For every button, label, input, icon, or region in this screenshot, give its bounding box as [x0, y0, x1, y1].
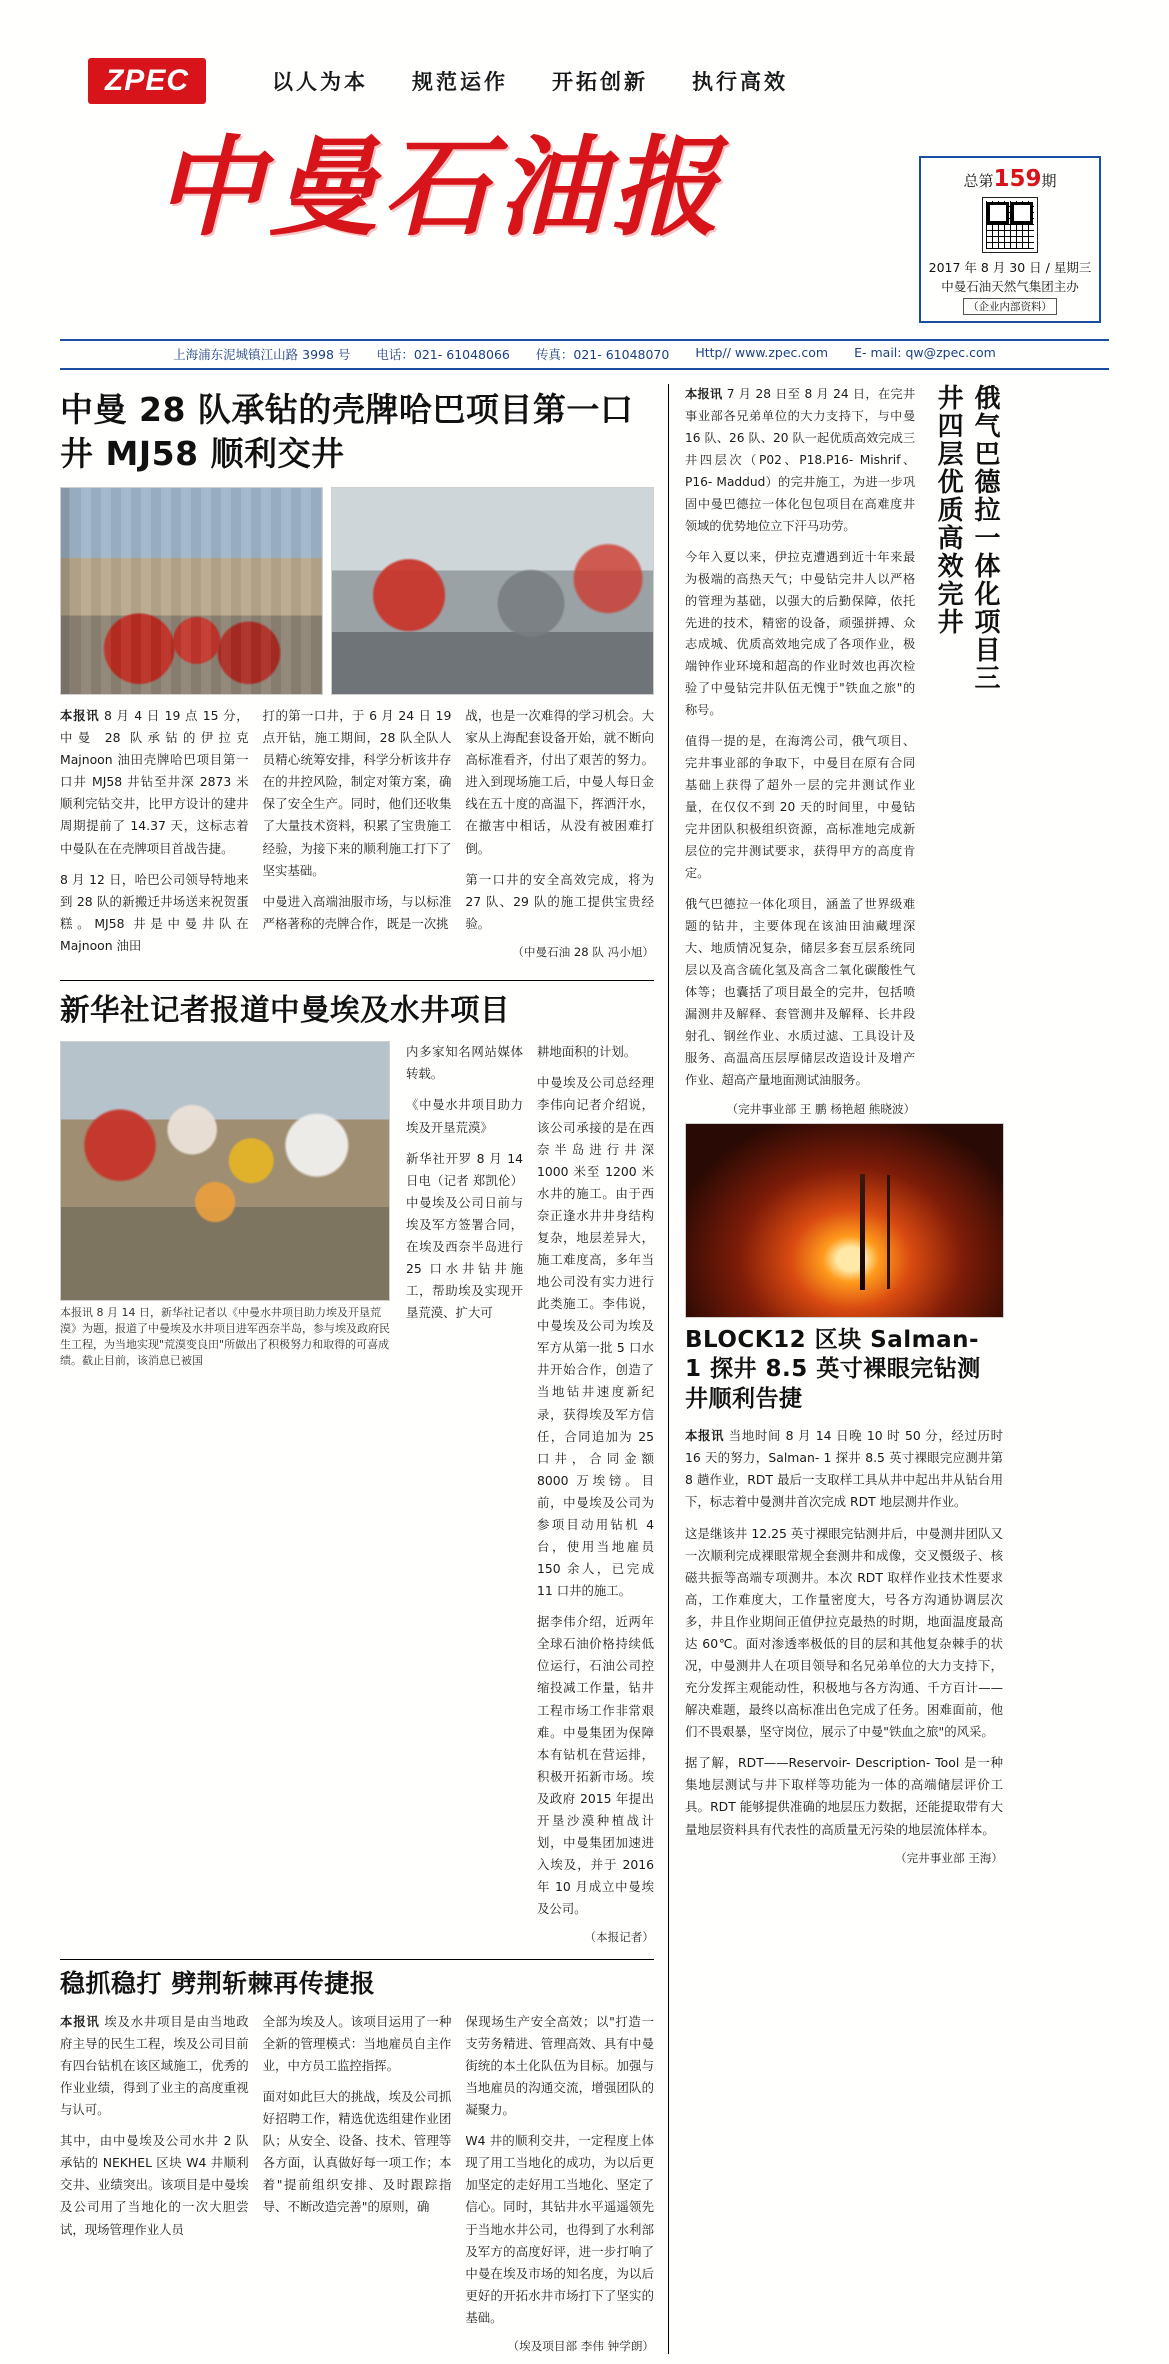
paragraph: 这是继该井 12.25 英寸裸眼完钻测井后，中曼测井团队又一次顺利完成裸眼常规全套测井和成像，交叉慑级子、核磁共振等高端专项测井。本次 RDT 取样作业技术性要求高，工作难度大，工作量密度大，号各方沟通协调层次多，井且作业期间正值伊拉克最热的时期，地面温度最高达 60℃。面对渗透率极低的目的层和其他复杂棘手的状况，中曼测井人在项目领导和名兄弟单位的大力支持下，充分发挥主观能动性，积极地与各方沟通、千方百计——解决难题，最终以高标准出色完成了任务。困难面前，他们不畏艰暴，坚守岗位，展示了中曼"铁血之旅"的风采。: [685, 1525, 1003, 1740]
article-mj58-body: [60, 705, 654, 966]
contact-address: 上海浦东泥城镇江山路 3998 号: [173, 347, 351, 362]
paragraph: 全部为埃及人。该项目运用了一种全新的管理模式：当地雇员自主作业，中方员工监控指挥。: [262, 2013, 452, 2073]
paragraph: W4 井的顺利交井，一定程度上体现了用工当地化的成功，为以后更加坚定的走好用工当地化、坚定了信心。同时，其钻井水平遥遥领先于当地水井公司，也得到了水利部及军方的高度好评，进一步打响了中曼在埃及市场的知名度，为以后更好的开拓水井市场打下了坚实的基础。: [465, 2133, 655, 2325]
article-steady-body: [60, 2011, 654, 2354]
article-egypt-water-well: [60, 991, 654, 1945]
photo-gas-flare: [685, 1123, 1004, 1318]
paragraph: 本报讯 当地时间 8 月 14 日晚 10 时 50 分，经过历时 16 天的努力，Salman- 1 探井 8.5 英寸裸眼完应测井第 8 趟作业，RDT 最后一支取样工具从井中起出井从钻台用下，标志着中曼测井首次完成 RDT 地层测井作业。: [685, 1428, 1003, 1510]
paragraph: 本报讯 埃及水井项目是由当地政府主导的民生工程，埃及公司目前有四台钻机在该区域施工，优秀的作业业绩，得到了业主的高度重视与认可。: [60, 2013, 249, 2118]
article-mj58: [60, 388, 654, 966]
article-badra: [685, 384, 1003, 1117]
slogan-3: 开拓创新: [552, 70, 648, 94]
article-badra-headline: 俄气巴德拉一体化项目三井四层优质高效完井: [933, 384, 1000, 692]
masthead-top: [60, 0, 1109, 104]
article-mj58-photos: [60, 487, 654, 695]
article-egypt-caption: 本报讯 8 月 14 日，新华社记者以《中曼水井项目助力埃及开垦荒漠》为题，报道了中曼埃及水井项目进军西奈半岛，参与埃及政府民生工程，为当地实现"荒漠变良田"所做出了积极努力和取得的可喜成绩。截止目前，该消息已被国: [60, 1306, 390, 1368]
paragraph: 值得一提的是，在海湾公司，俄气项目、完井事业部的争取下，中曼目在原有合同基础上获得了超外一层的完井测试作业量，在仅仅不到 20 天的时间里，中曼钻完井团队积极组织资源，高标准地完成新层位的完井测试要求，获得甲方的高度肯定。: [685, 734, 916, 881]
article-mj58-headline: 中曼 28 队承钻的壳牌哈巴项目第一口井 MJ58 顺利交井: [60, 390, 634, 473]
issue-suffix: 期: [1041, 172, 1057, 190]
paragraph: 中曼进入高端油服市场，与以标准严格著称的壳牌合作，既是一次挑: [262, 893, 452, 931]
article-salman-headline: BLOCK12 区块 Salman- 1 探井 8.5 英寸裸眼完钻测井顺利告捷: [685, 1326, 981, 1413]
photo-drilling-crew: [60, 487, 323, 695]
qr-code-icon: [983, 198, 1037, 252]
article-mj58-col1: [60, 705, 249, 966]
article-salman-body: [685, 1425, 1003, 1865]
article-badra-byline: （完井事业部 王 鹏 杨艳超 熊晓波）: [726, 1101, 916, 1116]
article-egypt-byline: （本报记者）: [584, 1930, 654, 1945]
page-content: [60, 384, 1109, 2354]
paragraph: 战，也是一次难得的学习机会。大家从上海配套设备开始，就不断向高标准看齐，付出了艰苦的努力。进入到现场施工后，中曼人每日金线在五十度的高温下，挥洒汗水，在撤害中相话，从没有被困难打倒。: [465, 708, 655, 856]
slogan-list: [272, 66, 788, 96]
paragraph: 本报讯 8 月 4 日 19 点 15 分，中曼 28 队承钻的伊拉克 Majnoon 油田壳牌哈巴项目第一口井 MJ58 井钻至井深 2873 米顺利完钻交井，比甲方设计的建井周期提前了 14.37 天，这标志着中曼队在在壳牌项目首战告捷。: [60, 708, 249, 856]
divider: [60, 980, 654, 981]
paragraph: 新华社开罗 8 月 14 日电（记者 郑凯伦）中曼埃及公司日前与埃及军方签署合同，在埃及西奈半岛进行 25 口水井钻井施工，帮助埃及实现开垦荒漠、扩大可: [406, 1150, 523, 1321]
paragraph: 其中，由中曼埃及公司水井 2 队承钻的 NEKHEL 区块 W4 井顺利交井、业绩突出。该项目是中曼埃及公司用了当地化的一次大胆尝试，现场管理作业人员: [60, 2133, 249, 2237]
issue-prefix: 总第: [963, 172, 994, 190]
article-mj58-byline: （中曼石油 28 队 冯小旭）: [512, 944, 655, 959]
zpec-logo: [88, 58, 206, 104]
paragraph: 耕地面积的计划。: [537, 1044, 637, 1060]
article-steady-headline: 稳抓稳打 劈荆斩棘再传捷报: [60, 1969, 376, 1999]
paragraph: 中曼埃及公司总经理李伟向记者介绍说，该公司承接的是在西奈半岛进行井深 1000 米至 1200 米水井的施工。由于西奈正逢水井井身结构复杂，地层差异大，施工难度高，多年当地公司没有实力进行此类施工。李伟说，中曼埃及公司为埃及军方从第一批 5 口水井开始合作，创造了当地钻井速度新纪录，获得埃及军方信任，合同追加为 25 口井，合同金额 8000 万埃镑。目前，中曼埃及公司为参项目动用钻机 4 台，使用当地雇员 150 余人，已完成 11 口井的施工。: [537, 1075, 654, 1599]
article-mj58-col2: [263, 705, 452, 966]
issue-note: （企业内部资料）: [963, 298, 1057, 315]
slogan-4: 执行高效: [692, 70, 788, 94]
paragraph: 打的第一口井，于 6 月 24 日 19 点开钻，施工期间，28 队全队人员精心统筹安排，科学分析该井存在的井控风险，制定对策方案，确保了安全生产。同时，他们还收集了大量技术资料，积累了宝贵施工经验，为接下来的顺利施工打下了坚实基础。: [262, 708, 452, 878]
photo-award-ceremony: [331, 487, 654, 695]
paragraph: 本报讯 7 月 28 日至 8 月 24 日，在完井事业部各兄弟单位的大力支持下，与中曼 16 队、26 队、20 队一起优质高效完成三井四层次（P02、P18.P16- Mishrif、P16- Maddud）的完井施工，为进一步巩固中曼巴德拉一体化包包项目在高难度井领域的优势地位立下汗马功劳。: [685, 387, 916, 533]
contact-phone: 电话：021- 61048066: [376, 347, 510, 362]
article-badra-body: [685, 384, 915, 1117]
article-steady-byline: （埃及项目部 李伟 钟学朗）: [507, 2338, 655, 2353]
divider: [60, 1959, 654, 1960]
contact-website[interactable]: Http// www.zpec.com: [695, 345, 829, 360]
issue-box: [919, 156, 1101, 323]
paragraph: 今年入夏以来，伊拉克遭遇到近十年来最为极端的高热天气；中曼钻完井人以严格的管理为基础，以强大的后勤保障，依托先进的技术，精密的设备，顽强拼搏、众志成城、优质高效地完成了各项作业，极端钟作业环境和超高的作业时效也再次检验了中曼钻完井队伍无愧于"铁血之旅"的称号。: [685, 549, 916, 718]
paragraph: 据了解，RDT——Reservoir- Description- Tool 是一种集地层测试与井下取样等功能为一体的高端储层评价工具。RDT 能够提供准确的地层压力数据，还能提取带有大量地层资料具有代表性的高质量无污染的地层流体样本。: [685, 1755, 1003, 1837]
issue-publisher: 中曼石油天然气集团主办: [941, 279, 1079, 294]
paragraph: 8 月 12 日，哈巴公司领导特地来到 28 队的新搬迁井场送来祝贺蛋糕。MJ58 井是中曼井队在 Majnoon 油田: [60, 871, 249, 953]
contact-bar: [60, 339, 1109, 370]
issue-date: 2017 年 8 月 30 日 / 星期三: [928, 260, 1092, 275]
article-steady-col1: [60, 2011, 249, 2354]
paragraph: 面对如此巨大的挑战，埃及公司抓好招聘工作，精选优选组建作业团队；从安全、设备、技术、管理等各方面，认真做好每一项工作；本着"提前组织安排、及时跟踪指导、不断改造完善"的原则，确: [262, 2089, 452, 2215]
issue-number: 159: [993, 166, 1042, 192]
masthead-main: [60, 122, 1109, 323]
paper-title: 中曼石油报: [155, 125, 726, 251]
article-egypt-col1: [406, 1041, 523, 1945]
article-steady-progress: [60, 1968, 654, 2354]
paragraph: 据李伟介绍，近两年全球石油价格持续低位运行，石油公司控缩投减工作量，钻井工程市场工作非常艰难。中曼集团为保障本有钻机在营运排，积极开拓新市场。埃及政府 2015 年提出开垦沙漠种植战计划，中曼集团加速进入埃及，并于 2016 年 10 月成立中曼埃及公司。: [537, 1614, 654, 1917]
right-column: [668, 384, 1003, 2354]
logo-text: ZPEC: [104, 64, 189, 97]
slogan-2: 规范运作: [412, 70, 508, 94]
paragraph: 俄气巴德拉一体化项目，涵盖了世界级难题的钻井，主要体现在该油田油藏埋深大、地质情况复杂，储层多套互层系统同层以及高含硫化氢及高含二氧化碳酸性气体等；也囊括了项目最全的完井，包括喷漏测井及解释、套管测井及解释、长井段射孔、钢丝作业、水质过滤、工具设计及服务、高温高压层厚储层改造设计及增产作业、超高产量地面测试油服务。: [685, 896, 916, 1087]
contact-fax: 传真：021- 61048070: [535, 347, 670, 362]
article-steady-col2: [263, 2011, 452, 2354]
article-egypt-headline: 新华社记者报道中曼埃及水井项目: [60, 992, 511, 1027]
photo-egypt-water-well-team: [60, 1041, 390, 1301]
paragraph: 第一口井的安全高效完成，将为 27 队、29 队的施工提供宝贵经验。: [465, 871, 655, 931]
article-mj58-col3: [465, 705, 654, 966]
article-egypt-col2: [537, 1041, 654, 1945]
issue-number-line: [927, 166, 1093, 192]
left-column: [60, 384, 668, 2354]
slogan-1: 以人为本: [272, 70, 368, 94]
paragraph: 保现场生产安全高效；以"打造一支劳务精进、管理高效、具有中曼街统的本土化队伍为目标。加强与当地雇员的沟通交流，增强团队的凝聚力。: [465, 2013, 655, 2118]
article-steady-col3: [465, 2011, 654, 2354]
article-salman-byline: （完井事业部 王海）: [894, 1850, 1003, 1865]
contact-email[interactable]: E- mail: qw@zpec.com: [854, 345, 996, 360]
paragraph: 《中曼水井项目助力埃及开垦荒漠》: [406, 1097, 523, 1135]
paragraph: 内多家知名网站媒体转载。: [406, 1044, 523, 1082]
